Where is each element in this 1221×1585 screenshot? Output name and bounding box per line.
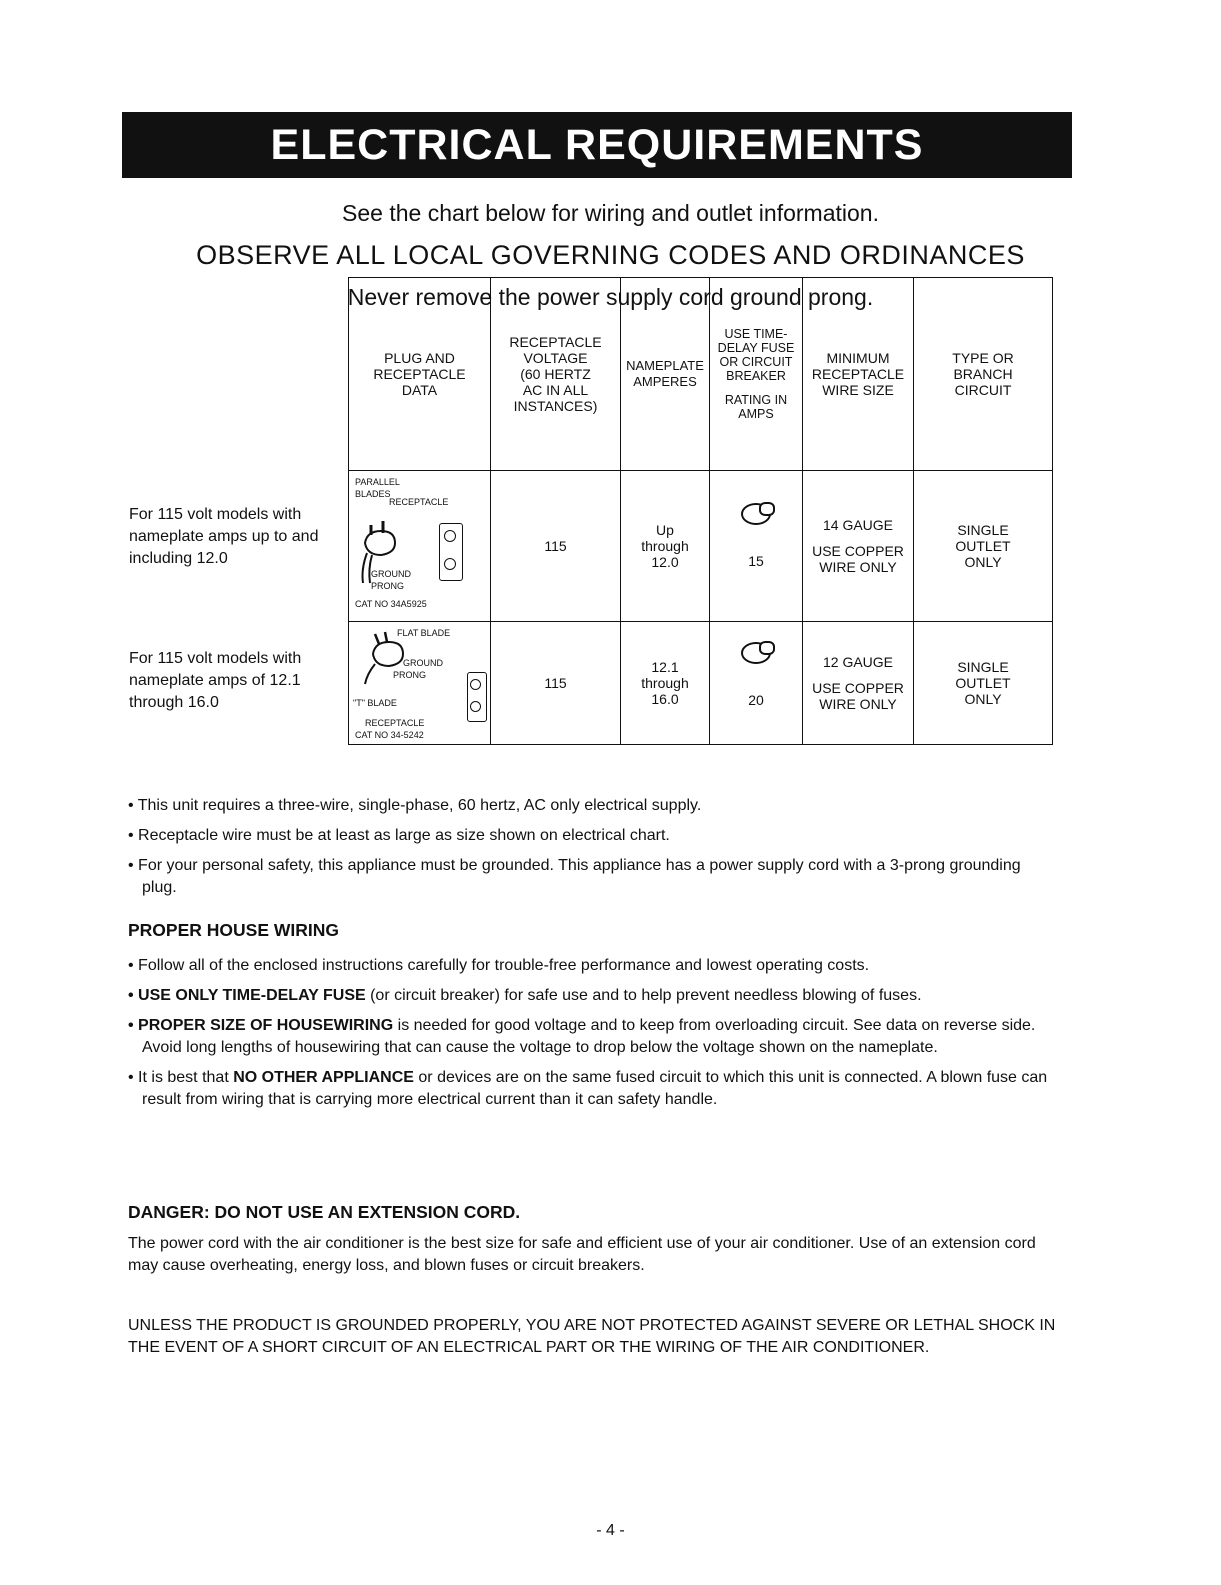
header-plug	[349, 278, 491, 471]
wire-line: USE COPPER	[812, 543, 904, 559]
header-voltage-line: RECEPTACLE	[509, 334, 602, 350]
intro-line-1: See the chart below for wiring and outlet information.	[342, 200, 879, 226]
receptacle-icon	[439, 523, 463, 581]
plug-cell-2	[349, 622, 491, 745]
plug-catalog-number: CAT NO 34A5925	[355, 599, 427, 609]
list-item-text: (or circuit breaker) for safe use and to help prevent needless blowing of fuses.	[365, 987, 922, 1004]
header-voltage	[491, 278, 621, 471]
header-wire-line: MINIMUM	[826, 350, 890, 366]
amps-cell-2	[621, 622, 710, 745]
electrical-chart	[348, 277, 1053, 745]
header-voltage-line: AC IN ALL	[522, 382, 589, 398]
table-row	[349, 622, 1053, 745]
header-fuse	[710, 278, 803, 471]
circuit-line: ONLY	[964, 691, 1002, 707]
circuit-line: SINGLE	[957, 659, 1009, 675]
grounding-warning: UNLESS THE PRODUCT IS GROUNDED PROPERLY, YOU ARE NOT PROTECTED AGAINST SEVERE OR LETHAL SHOCK IN THE EVENT OF A SHORT CIRCUIT OF AN ELECTRICAL PART OR THE WIRING OF THE AIR CONDITIONER.	[128, 1317, 1056, 1356]
emphasis: • USE ONLY TIME-DELAY FUSE	[128, 987, 366, 1004]
plug-label: FLAT BLADE	[397, 628, 451, 638]
emphasis: NO OTHER APPLIANCE	[233, 1069, 414, 1086]
intro-line-2: OBSERVE ALL LOCAL GOVERNING CODES AND ORDINANCES	[196, 240, 1025, 270]
danger-text: The power cord with the air conditioner is the best size for safe and efficient use of your air conditioner. Use of an extension cord may cause overheating, energy loss, and blown fuses or circuit breakers.	[128, 1235, 1036, 1274]
header-wire	[803, 278, 914, 471]
header-row	[349, 278, 1053, 471]
plug-label: GROUND	[371, 569, 411, 579]
wire-cell-1	[803, 471, 914, 622]
header-fuse-line: DELAY FUSE	[717, 341, 795, 355]
header-fuse-line: USE TIME-	[724, 327, 788, 341]
header-voltage-line: VOLTAGE	[523, 350, 588, 366]
header-circuit-line: CIRCUIT	[954, 382, 1012, 398]
list-item	[128, 1067, 1058, 1111]
header-wire-line: RECEPTACLE	[811, 366, 905, 382]
wire-line: 12 GAUGE	[822, 654, 894, 670]
fuse-rating: 15	[748, 553, 764, 569]
outlet-hole-icon	[444, 558, 456, 570]
circuit-line: SINGLE	[957, 522, 1009, 538]
amps-line: Up	[656, 522, 674, 538]
plug-label: PRONG	[371, 581, 405, 591]
header-plug-line: PLUG AND	[384, 350, 455, 366]
wire-line: WIRE ONLY	[819, 696, 897, 712]
circuit-cell-1	[914, 471, 1053, 622]
requirements-list	[128, 795, 1058, 907]
circuit-line: OUTLET	[955, 675, 1011, 691]
list-item: • Receptacle wire must be at least as large as size shown on electrical chart.	[128, 827, 670, 844]
header-circuit	[914, 278, 1053, 471]
header-voltage-line: INSTANCES)	[513, 398, 598, 414]
house-wiring-heading: PROPER HOUSE WIRING	[128, 920, 339, 940]
receptacle-icon	[467, 672, 487, 722]
header-amps-line: NAMEPLATE	[626, 358, 704, 373]
header-amps	[621, 278, 710, 471]
amps-line: through	[641, 675, 689, 691]
wire-line: 14 GAUGE	[822, 517, 894, 533]
amps-line: 12.0	[651, 554, 679, 570]
plug-label: GROUND	[403, 658, 443, 668]
list-item: • For your personal safety, this appliance must be grounded. This appliance has a power supply cord with a 3-prong grounding plug.	[128, 857, 1021, 896]
fuse-rating: 20	[748, 692, 764, 708]
fuse-icon	[741, 642, 771, 664]
fuse-cell-2	[710, 622, 803, 745]
outlet-hole-icon	[470, 701, 481, 712]
list-item: • Follow all of the enclosed instructions carefully for trouble-free performance and lowest operating costs.	[128, 957, 870, 974]
header-circuit-line: TYPE OR	[952, 350, 1014, 366]
plug-label: "T" BLADE	[353, 698, 397, 708]
table-row	[349, 471, 1053, 622]
plug-catalog-number: CAT NO 34-5242	[355, 730, 424, 740]
wire-line: USE COPPER	[812, 680, 904, 696]
header-fuse-line: OR CIRCUIT	[719, 355, 793, 369]
plug-label: PARALLEL	[355, 477, 400, 487]
list-item: • This unit requires a three-wire, single-phase, 60 hertz, AC only electrical supply.	[128, 797, 702, 814]
outlet-hole-icon	[470, 679, 481, 690]
danger-heading: DANGER: DO NOT USE AN EXTENSION CORD.	[128, 1202, 521, 1222]
list-item	[128, 1015, 1058, 1059]
wire-line: WIRE ONLY	[819, 559, 897, 575]
page-title: ELECTRICAL REQUIREMENTS	[122, 112, 1072, 178]
amps-line: 16.0	[651, 691, 679, 707]
intro-line-3: Never remove the power supply cord ground prong.	[347, 284, 874, 310]
voltage-cell-2: 115	[491, 622, 621, 745]
list-item-text: • It is best that	[128, 1069, 234, 1086]
header-fuse-line: AMPS	[738, 407, 774, 421]
row-label-2: For 115 volt models with nameplate amps of 12.1 through 16.0	[129, 650, 302, 711]
header-wire-line: WIRE SIZE	[822, 382, 894, 398]
plug-cell-1	[349, 471, 491, 622]
wire-cell-2	[803, 622, 914, 745]
circuit-cell-2	[914, 622, 1053, 745]
fuse-cell-1	[710, 471, 803, 622]
plug-label: BLADES	[355, 489, 391, 499]
amps-line: through	[641, 538, 689, 554]
header-plug-line: RECEPTACLE	[373, 366, 466, 382]
plug-label: PRONG	[393, 670, 427, 680]
amps-cell-1	[621, 471, 710, 622]
list-item	[128, 985, 1058, 1007]
emphasis: • PROPER SIZE OF HOUSEWIRING	[128, 1017, 394, 1034]
circuit-line: ONLY	[964, 554, 1002, 570]
fuse-icon	[741, 503, 771, 525]
row-label-1: For 115 volt models with nameplate amps up to and including 12.0	[129, 506, 319, 567]
amps-line: 12.1	[651, 659, 679, 675]
voltage-cell-1: 115	[491, 471, 621, 622]
outlet-hole-icon	[444, 530, 456, 542]
header-fuse-line: RATING IN	[724, 393, 788, 407]
list-item-text: or devices are on the same fused circuit to which this unit is connected. A blown fuse can result from wiring that is carrying more electrical current than it can safety handle.	[142, 1069, 1048, 1108]
header-fuse-line: BREAKER	[726, 369, 786, 383]
list-item-text: is needed for good voltage and to keep from overloading circuit. See data on reverse side. Avoid long lengths of housewiring that can cause the voltage to drop below the voltage shown on the nameplate.	[142, 1017, 1036, 1056]
circuit-line: OUTLET	[955, 538, 1011, 554]
plug-label: RECEPTACLE	[365, 718, 425, 728]
header-circuit-line: BRANCH	[953, 366, 1013, 382]
plug-label: RECEPTACLE	[389, 497, 449, 507]
header-plug-line: DATA	[401, 382, 438, 398]
page-number: - 4 -	[596, 1522, 625, 1539]
house-wiring-list	[128, 955, 1058, 1119]
header-voltage-line: (60 HERTZ	[520, 366, 591, 382]
header-amps-line: AMPERES	[633, 374, 697, 389]
